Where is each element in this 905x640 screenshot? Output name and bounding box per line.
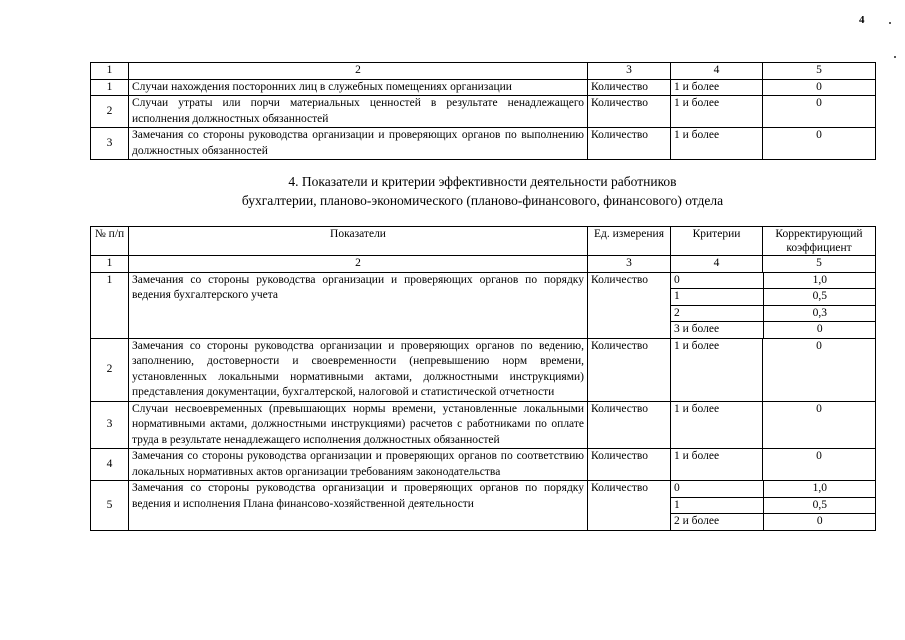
unit-cell: Количество <box>588 272 671 338</box>
row-number: 1 <box>91 272 129 338</box>
column-number-row <box>91 63 876 80</box>
continuation-table <box>90 62 876 160</box>
row-number: 4 <box>91 449 129 481</box>
criteria-value: 1 <box>671 497 763 514</box>
scan-speck <box>889 22 891 24</box>
row-number: 3 <box>91 401 129 449</box>
row-number: 1 <box>91 79 129 96</box>
criteria-value: 2 <box>671 305 763 322</box>
indicator-text: Замечания со стороны руководства организации и проверяющих органов по выполнению должностных обязанностей <box>129 128 588 160</box>
page-number: 4 <box>859 14 865 26</box>
unit-cell: Количество <box>588 401 671 449</box>
table-row <box>91 481 876 531</box>
coef-cell: 0 <box>763 449 876 481</box>
col-number: 5 <box>763 256 876 273</box>
criteria-row <box>671 497 876 514</box>
indicator-text: Замечания со стороны руководства организации и проверяющих органов по порядку ведения и исполнения Плана финансово-хозяйственной деятельности <box>129 481 588 531</box>
criteria-row <box>671 273 876 289</box>
row-number: 3 <box>91 128 129 160</box>
col-number: 3 <box>588 63 671 80</box>
unit-cell: Количество <box>588 96 671 128</box>
criteria-value: 0 <box>671 481 763 497</box>
criteria-cell: 1 и более <box>671 401 763 449</box>
col-number: 4 <box>671 256 763 273</box>
coef-cell: 0 <box>763 79 876 96</box>
coef-value: 1,0 <box>763 481 876 497</box>
criteria-cell: 1 и более <box>671 338 763 401</box>
criteria-subtable <box>671 481 876 530</box>
row-number: 2 <box>91 338 129 401</box>
indicator-text: Случаи утраты или порчи материальных ценностей в результате ненадлежащего исполнения должностных обязанностей <box>129 96 588 128</box>
coef-cell: 0 <box>763 338 876 401</box>
coef-cell: 0 <box>763 401 876 449</box>
col-number: 1 <box>91 63 129 80</box>
indicator-text: Случаи несвоевременных (превышающих нормы времени, установленные локальными нормативными актами, должностными инструкциями) расчетов с работниками по оплате труда в результате ненадлежащего исполнения должностных обязанностей <box>129 401 588 449</box>
criteria-row <box>671 305 876 322</box>
indicator-text: Замечания со стороны руководства организации и проверяющих органов по ведению, заполнению, достоверности и своевременности (непревышению норм времени, установленных локальными нормативными актами, должностными инструкциями) представления документации, бухгалтерской, налоговой и статистической отчетности <box>129 338 588 401</box>
header-unit: Ед. измерения <box>588 227 671 256</box>
col-number: 2 <box>129 256 588 273</box>
coef-value: 0,5 <box>763 289 876 306</box>
criteria-cell: 1 и более <box>671 96 763 128</box>
indicator-text: Случаи нахождения посторонних лиц в служебных помещениях организации <box>129 79 588 96</box>
criteria-value: 2 и более <box>671 514 763 530</box>
col-number: 4 <box>671 63 763 80</box>
criteria-row <box>671 481 876 497</box>
criteria-row <box>671 322 876 338</box>
coef-cell: 0 <box>763 96 876 128</box>
col-number: 5 <box>763 63 876 80</box>
table-row <box>91 401 876 449</box>
unit-cell: Количество <box>588 338 671 401</box>
table-row <box>91 96 876 128</box>
header-row <box>91 227 876 256</box>
indicators-table <box>90 226 876 531</box>
criteria-value: 1 <box>671 289 763 306</box>
coef-value: 0 <box>816 323 823 335</box>
unit-cell: Количество <box>588 128 671 160</box>
coef-cell: 0 <box>763 128 876 160</box>
header-num: № п/п <box>91 227 129 256</box>
scan-speck <box>894 56 896 58</box>
column-number-row <box>91 256 876 273</box>
col-number: 3 <box>588 256 671 273</box>
section-title-line-2: бухгалтерии, планово-экономического (планово-финансового, финансового) отдела <box>241 193 724 208</box>
coef-value: 1,0 <box>763 273 876 289</box>
criteria-value: 3 и более <box>671 322 763 338</box>
row-number: 2 <box>91 96 129 128</box>
table-row <box>91 338 876 401</box>
criteria-cell: 1 и более <box>671 79 763 96</box>
criteria-subtable <box>671 273 876 338</box>
criteria-group <box>671 272 876 338</box>
criteria-value: 0 <box>671 273 763 289</box>
indicator-text: Замечания со стороны руководства организации и проверяющих органов по порядку ведения бухгалтерского учета <box>129 272 588 338</box>
row-number: 5 <box>91 481 129 531</box>
criteria-row <box>671 289 876 306</box>
unit-cell: Количество <box>588 449 671 481</box>
col-number: 2 <box>129 63 588 80</box>
coef-value: 0,5 <box>763 497 876 514</box>
unit-cell: Количество <box>588 481 671 531</box>
unit-cell: Количество <box>588 79 671 96</box>
header-coef: Корректирующий коэффициент <box>763 227 876 256</box>
coef-value: 0 <box>816 515 823 527</box>
criteria-cell: 1 и более <box>671 449 763 481</box>
table-row <box>91 79 876 96</box>
header-criteria: Критерии <box>671 227 763 256</box>
criteria-row <box>671 514 876 530</box>
header-indicators: Показатели <box>129 227 588 256</box>
table-row <box>91 449 876 481</box>
table-row <box>91 128 876 160</box>
table-row <box>91 272 876 338</box>
criteria-cell: 1 и более <box>671 128 763 160</box>
indicator-text: Замечания со стороны руководства организации и проверяющих органов по соответствию локальных нормативных актов организации требованиям законодательства <box>129 449 588 481</box>
section-title-line-1: 4. Показатели и критерии эффективности деятельности работников <box>288 174 677 189</box>
coef-value: 0,3 <box>763 305 876 322</box>
col-number: 1 <box>91 256 129 273</box>
criteria-group <box>671 481 876 531</box>
